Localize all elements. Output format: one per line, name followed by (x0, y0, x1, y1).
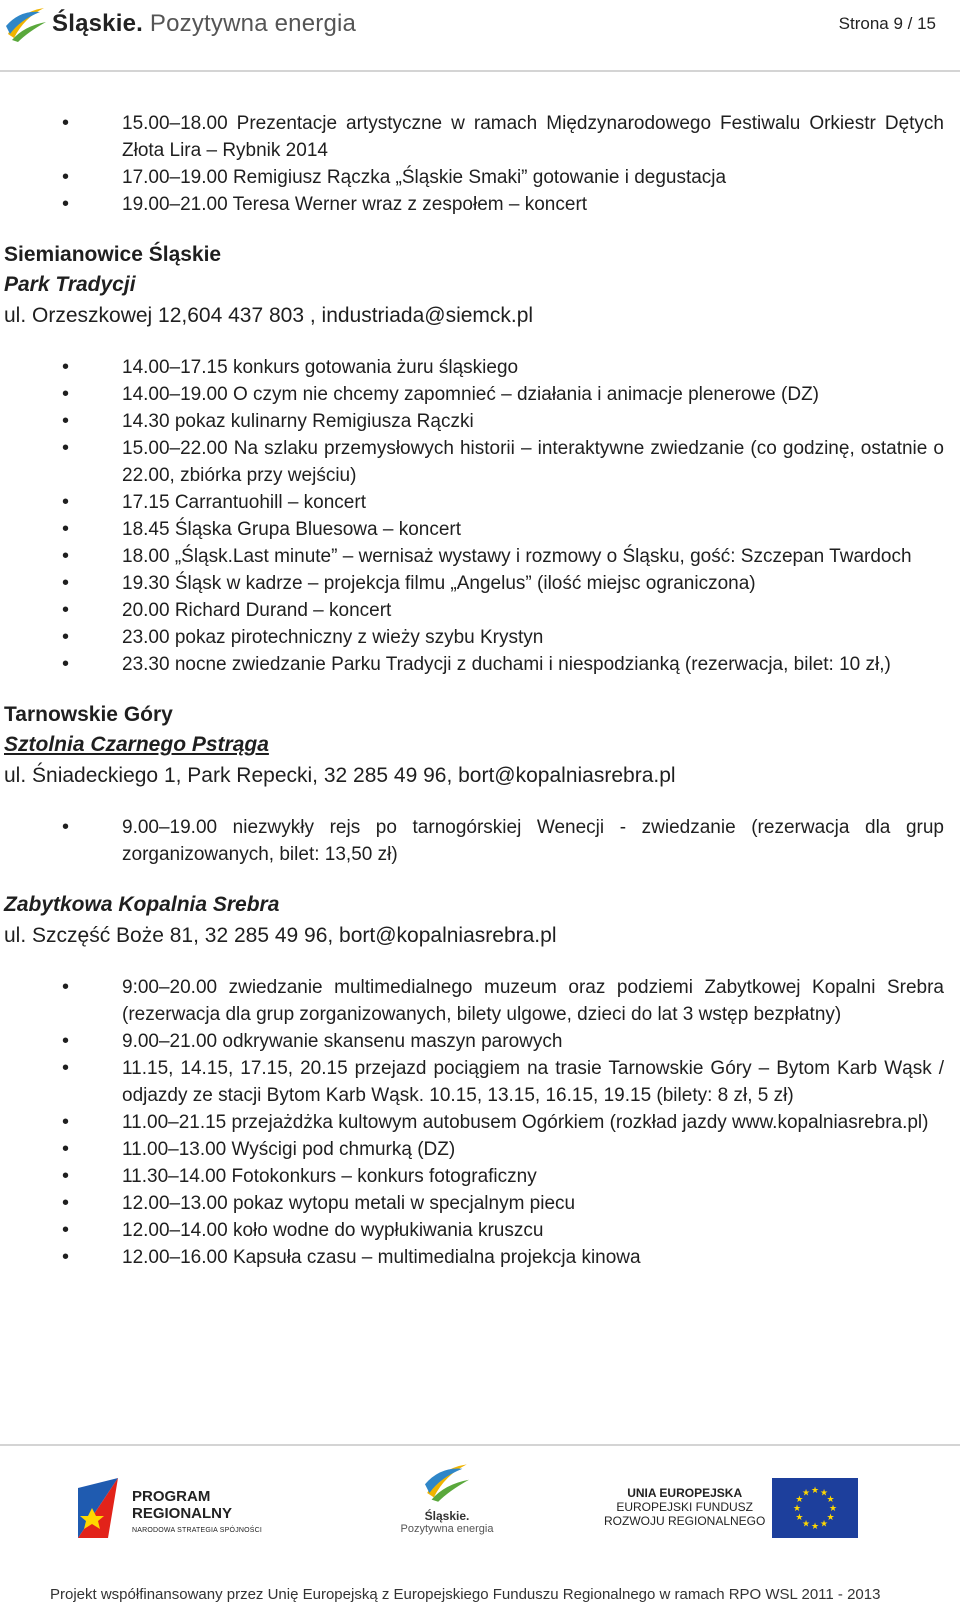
program-sub: NARODOWA STRATEGIA SPÓJNOŚCI (132, 1527, 263, 1534)
brand-tagline: Pozytywna energia (149, 10, 357, 37)
list-item: • 12.00–16.00 Kapsuła czasu – multimedialna projekcja kinowa (0, 1244, 960, 1271)
footer-caption: Projekt współfinansowany przez Unię Europejską z Europejskiego Funduszu Regionalnego w ramach RPO WSL 2011 - 2013 (50, 1586, 881, 1603)
section-address-kopalnia: ul. Szczęść Boże 81, 32 285 49 96, bort@kopalniasrebra.pl (4, 924, 557, 947)
eu-star-icon: ★ (792, 1503, 802, 1513)
eu-star-icon: ★ (795, 1494, 804, 1504)
list-item: • 17.00–19.00 Remigiusz Rączka „Śląskie Smaki” gotowanie i degustacja (0, 164, 960, 191)
page-footer (0, 1444, 960, 1611)
section-city-tarnowskie: Tarnowskie Góry (4, 703, 173, 726)
eu-star-icon: ★ (801, 1487, 811, 1498)
section-address-park-tradycji: ul. Orzeszkowej 12,604 437 803 , industriada@siemck.pl (4, 304, 534, 327)
program-line2: REGIONALNY (132, 1505, 233, 1522)
page-number: Strona 9 / 15 (838, 14, 936, 33)
eu-star-icon: ★ (795, 1512, 804, 1522)
slaskie-swoosh-icon (422, 1460, 472, 1504)
list-item: • 14.00–19.00 O czym nie chcemy zapomnieć – działania i animacje plenerowe (DZ) (0, 381, 960, 408)
program-line1: PROGRAM (132, 1488, 211, 1505)
eu-star-icon: ★ (810, 1485, 820, 1495)
list-item: • 9.00–21.00 odkrywanie skansenu maszyn parowych (0, 1028, 960, 1055)
list-item: • 11.00–13.00 Wyścigi pod chmurką (DZ) (0, 1136, 960, 1163)
eu-text (604, 1486, 765, 1528)
list-item: • 14.00–17.15 konkurs gotowania żuru śląskiego (0, 354, 960, 381)
eu-flag-icon (772, 1478, 858, 1538)
program-star-icon (78, 1478, 128, 1538)
eu-star-icon: ★ (826, 1494, 835, 1504)
list-item: • 15.00–18.00 Prezentacje artystyczne w ramach Międzynarodowego Festiwalu Orkiestr Dętych Złota Lira – Rybnik 2014 (0, 110, 960, 164)
section-address-sztolnia: ul. Śniadeckiego 1, Park Repecki, 32 285 49 96, bort@kopalniasrebra.pl (4, 764, 676, 787)
list-item: • 12.00–13.00 pokaz wytopu metali w specjalnym piecu (0, 1190, 960, 1217)
list-item: • 23.00 pokaz pirotechniczny z wieży szybu Krystyn (0, 624, 960, 651)
section-city-siemianowice: Siemianowice Śląskie (4, 243, 222, 266)
slaskie-footer-logo (392, 1460, 502, 1550)
list-item: • 18.00 „Śląsk.Last minute” – wernisaż wystawy i rozmowy o Śląsku, gość: Szczepan Twardoch (0, 543, 960, 570)
list-item: • 20.00 Richard Durand – koncert (0, 597, 960, 624)
eu-star-icon: ★ (810, 1521, 820, 1531)
list-item: • 17.15 Carrantuohill – koncert (0, 489, 960, 516)
list-item: • 19.00–21.00 Teresa Werner wraz z zespołem – koncert (0, 191, 960, 218)
list-item: • 18.45 Śląska Grupa Bluesowa – koncert (0, 516, 960, 543)
list-item: • 11.00–21.15 przejażdżka kultowym autobusem Ogórkiem (rozkład jazdy www.kopalniasrebra.pl) (0, 1109, 960, 1136)
eu-star-icon: ★ (801, 1518, 811, 1529)
list-item: • 11.30–14.00 Fotokonkurs – konkurs fotograficzny (0, 1163, 960, 1190)
program-text (132, 1488, 262, 1539)
program-regionalny-logo (78, 1474, 278, 1544)
list-item: • 9:00–20.00 zwiedzanie multimedialnego muzeum oraz podziemi Zabytkowej Kopalni Srebra (rezerwacja dla grup zorganizowanych, bilety ulgowe, dzieci do lat 3 wstęp bezpłatny) (0, 974, 960, 1028)
list-item: • 15.00–22.00 Na szlaku przemysłowych historii – interaktywne zwiedzanie (co godzinę, ostatnie o 22.00, zbiórka przy wejściu) (0, 435, 960, 489)
list-item: • 12.00–14.00 koło wodne do wypłukiwania kruszcu (0, 1217, 960, 1244)
eu-line1: UNIA EUROPEJSKA (627, 1486, 743, 1500)
eu-star-icon: ★ (826, 1512, 835, 1522)
list-item: • 23.30 nocne zwiedzanie Parku Tradycji z duchami i niespodzianką (rezerwacja, bilet: 10 zł,) (0, 651, 960, 678)
brand-name: Śląskie. (52, 10, 144, 37)
siemianowice-list (0, 354, 960, 678)
eu-line2: EUROPEJSKI FUNDUSZ (616, 1500, 754, 1514)
list-item: • 14.30 pokaz kulinarny Remigiusza Rączki (0, 408, 960, 435)
slaskie-footer-name: Śląskie. (424, 1509, 470, 1523)
eu-star-icon: ★ (819, 1487, 829, 1498)
page-header (0, 0, 960, 72)
slaskie-footer-tag: Pozytywna energia (400, 1523, 494, 1535)
kopalnia-list (0, 974, 960, 1271)
slaskie-swoosh-icon (4, 4, 48, 44)
tarnowskie-list (0, 814, 960, 868)
list-item: • 19.30 Śląsk w kadrze – projekcja filmu „Angelus” (ilość miejsc ograniczona) (0, 570, 960, 597)
section-place-park-tradycji: Park Tradycji (4, 273, 136, 296)
section-place-sztolnia: Sztolnia Czarnego Pstrąga (4, 733, 269, 756)
list-item: • 11.15, 14.15, 17.15, 20.15 przejazd pociągiem na trasie Tarnowskie Góry – Bytom Karb Wąsk / odjazdy ze stacji Bytom Karb Wąsk. 10.15, 13.15, 16.15, 19.15 (bilety: 8 zł, 5 zł) (0, 1055, 960, 1109)
eu-star-icon: ★ (819, 1518, 829, 1529)
slaskie-logo (4, 4, 356, 44)
intro-list (0, 110, 960, 218)
eu-stars-icon (772, 1478, 858, 1538)
document-body (0, 110, 960, 1271)
eu-star-icon: ★ (828, 1503, 838, 1513)
brand-text (52, 10, 356, 38)
section-place-kopalnia: Zabytkowa Kopalnia Srebra (4, 893, 280, 916)
eu-line3: ROZWOJU REGIONALNEGO (604, 1514, 766, 1528)
list-item: • 9.00–19.00 niezwykły rejs po tarnogórskiej Wenecji - zwiedzanie (rezerwacja dla grup zorganizowanych, bilet: 13,50 zł) (0, 814, 960, 868)
